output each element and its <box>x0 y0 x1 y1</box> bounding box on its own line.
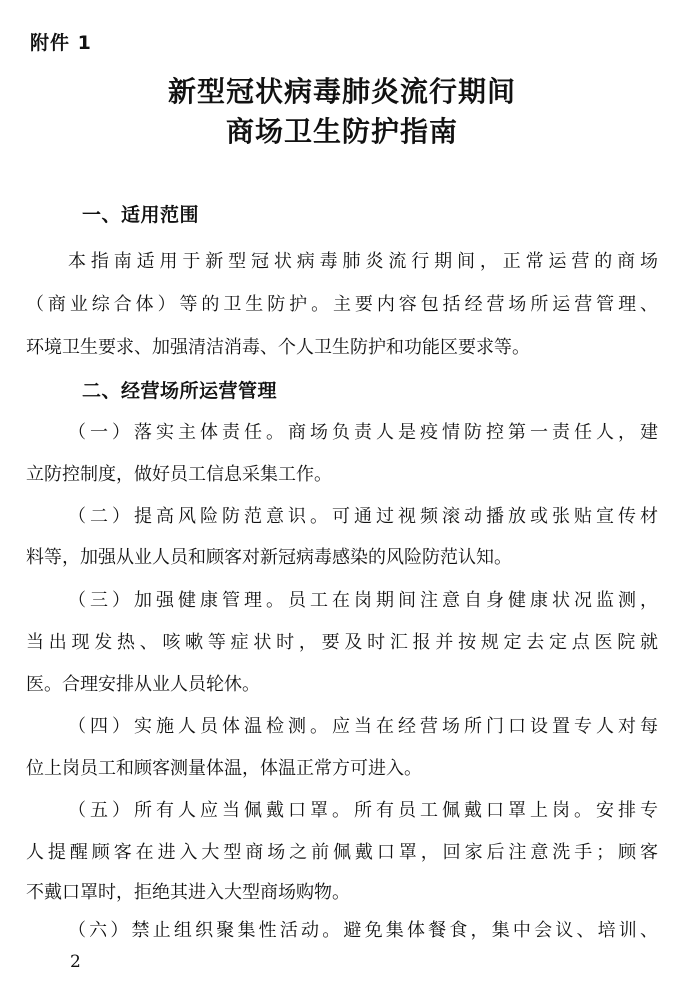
paragraph-line: （五）所有人应当佩戴口罩。所有员工佩戴口罩上岗。安排专 <box>68 800 658 821</box>
paragraph-line: 不戴口罩时，拒绝其进入大型商场购物。 <box>26 882 350 903</box>
attachment-label: 附件 1 <box>30 32 92 54</box>
paragraph-line: （三）加强健康管理。员工在岗期间注意自身健康状况监测， <box>68 590 658 611</box>
paragraph-line: （二）提高风险防范意识。可通过视频滚动播放或张贴宣传材 <box>68 506 658 527</box>
section-heading-operations: 二、经营场所运营管理 <box>82 380 278 402</box>
paragraph-line: 医。合理安排从业人员轮休。 <box>26 674 260 695</box>
paragraph-line: （一）落实主体责任。商场负责人是疫情防控第一责任人，建 <box>68 422 658 443</box>
document-title-line-2: 商场卫生防护指南 <box>225 115 458 148</box>
page-number: 2 <box>70 952 81 972</box>
paragraph-line: （商业综合体）等的卫生防护。主要内容包括经营场所运营管理、 <box>26 294 658 315</box>
paragraph-line: 本指南适用于新型冠状病毒肺炎流行期间，正常运营的商场 <box>68 251 658 272</box>
paragraph-line: 立防控制度，做好员工信息采集工作。 <box>26 464 332 485</box>
paragraph-line: 料等，加强从业人员和顾客对新冠病毒感染的风险防范认知。 <box>26 547 512 568</box>
paragraph-line: 人提醒顾客在进入大型商场之前佩戴口罩，回家后注意洗手；顾客 <box>26 842 658 863</box>
paragraph-line: 位上岗员工和顾客测量体温，体温正常方可进入。 <box>26 758 422 779</box>
paragraph-line: （六）禁止组织聚集性活动。避免集体餐食，集中会议、培训、 <box>68 920 658 941</box>
document-title-line-1: 新型冠状病毒肺炎流行期间 <box>167 75 516 108</box>
section-heading-scope: 一、适用范围 <box>82 204 200 226</box>
paragraph-line: 环境卫生要求、加强清洁消毒、个人卫生防护和功能区要求等。 <box>26 337 530 358</box>
paragraph-line: 当出现发热、咳嗽等症状时，要及时汇报并按规定去定点医院就 <box>26 632 658 653</box>
paragraph-line: （四）实施人员体温检测。应当在经营场所门口设置专人对每 <box>68 716 658 737</box>
